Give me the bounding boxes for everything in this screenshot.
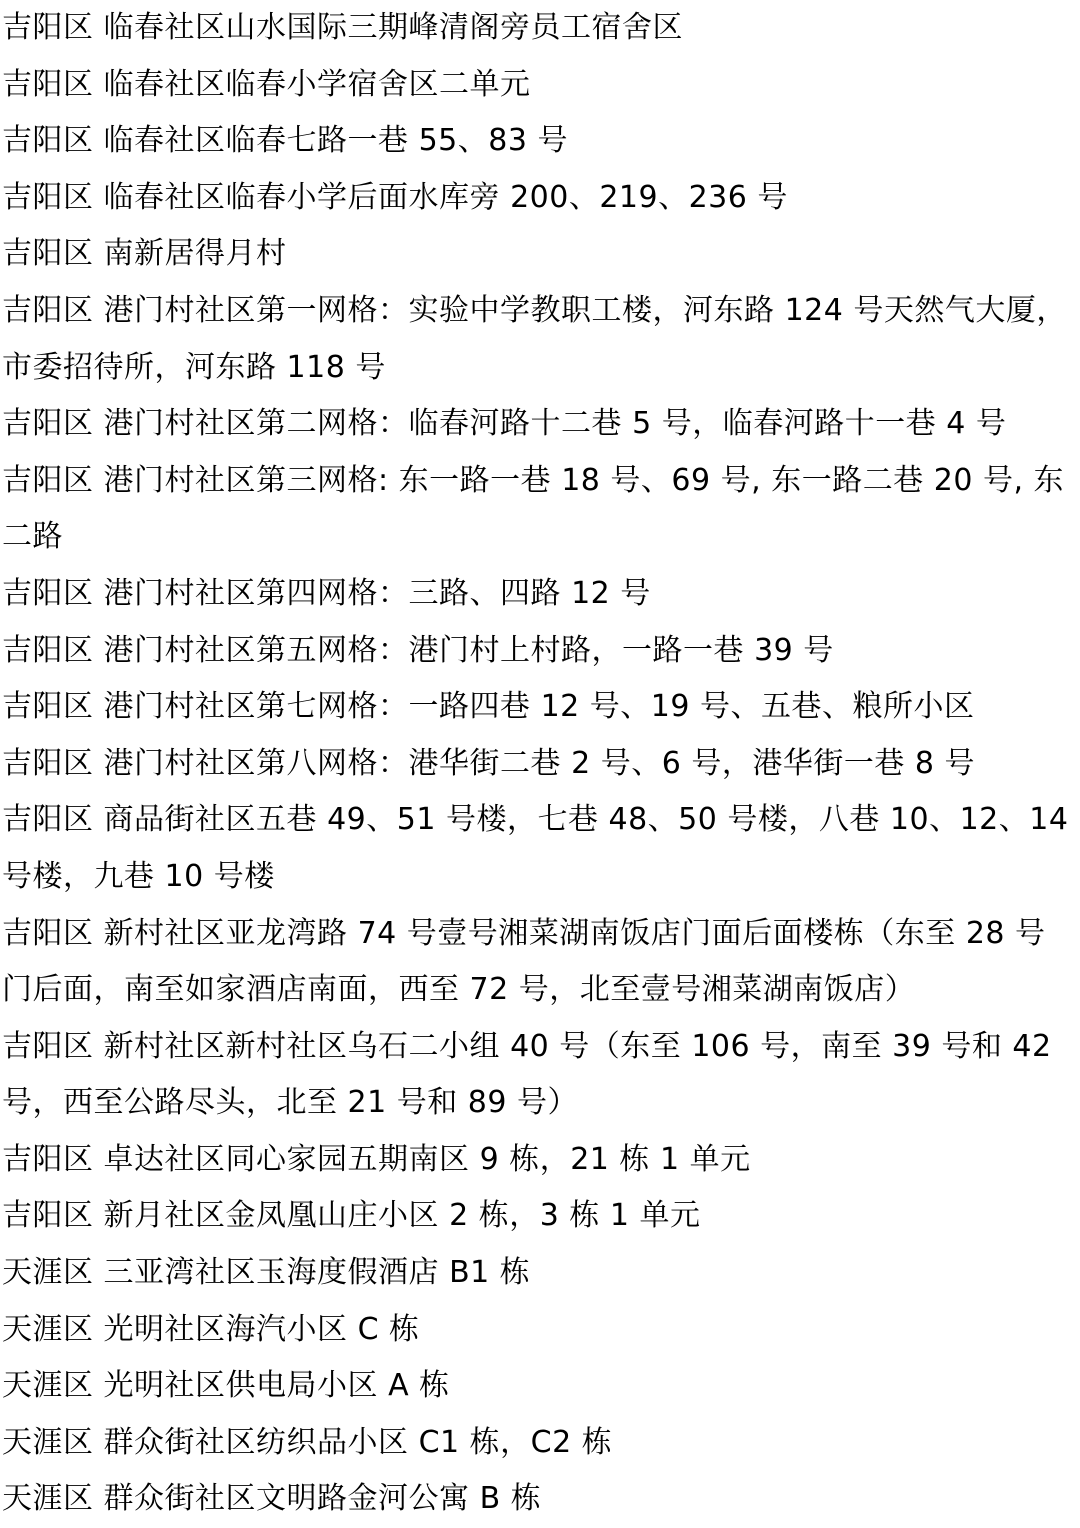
address-line: 吉阳区 临春社区山水国际三期峰清阁旁员工宿舍区	[2, 10, 684, 45]
address-line: 吉阳区 港门村社区第七网格：一路四巷 12 号、19 号、五巷、粮所小区	[2, 689, 975, 725]
address-line: 吉阳区 新村社区亚龙湾路 74 号壹号湘菜湖南饭店门面后面楼栋（东至 28 号门后面，南至如家酒店南面，西至 72 号，北至壹号湘菜湖南饭店）	[2, 915, 1046, 1008]
address-line: 吉阳区 临春社区临春小学宿舍区二单元	[2, 66, 531, 102]
address-line: 天涯区 光明社区海汽小区 C 栋	[2, 1311, 420, 1347]
address-line: 天涯区 三亚湾社区玉海度假酒店 B1 栋	[2, 1255, 531, 1291]
address-line: 天涯区 光明社区供电局小区 A 栋	[2, 1368, 450, 1404]
address-line: 吉阳区 新村社区新村社区乌石二小组 40 号（东至 106 号，南至 39 号和 42 号，西至公路尽头，北至 21 号和 89 号）	[2, 1028, 1052, 1121]
address-line: 吉阳区 临春社区临春小学后面水库旁 200、219、236 号	[2, 179, 788, 215]
address-line: 吉阳区 港门村社区第八网格：港华街二巷 2 号、6 号，港华街一巷 8 号	[2, 745, 975, 781]
address-line: 吉阳区 港门村社区第三网格: 东一路一巷 18 号、69 号, 东一路二巷 20 号, 东二路	[2, 462, 1065, 555]
address-line: 吉阳区 港门村社区第五网格：港门村上村路，一路一巷 39 号	[2, 632, 834, 668]
address-line: 天涯区 群众街社区纺织品小区 C1 栋，C2 栋	[2, 1424, 613, 1460]
address-line: 吉阳区 临春社区临春七路一巷 55、83 号	[2, 123, 568, 159]
address-line: 吉阳区 卓达社区同心家园五期南区 9 栋，21 栋 1 单元	[2, 1141, 751, 1177]
address-line: 吉阳区 南新居得月村	[2, 236, 287, 272]
address-line: 天涯区 群众街社区文明路金河公寓 B 栋	[2, 1481, 542, 1517]
address-line: 吉阳区 港门村社区第二网格：临春河路十二巷 5 号，临春河路十一巷 4 号	[2, 406, 1007, 442]
address-line: 吉阳区 港门村社区第一网格：实验中学教职工楼，河东路 124 号天然气大厦，市委招待所，河东路 118 号	[2, 292, 1067, 385]
address-line: 吉阳区 港门村社区第四网格：三路、四路 12 号	[2, 575, 651, 611]
address-line: 吉阳区 商品街社区五巷 49、51 号楼，七巷 48、50 号楼，八巷 10、12、14 号楼，九巷 10 号楼	[2, 802, 1069, 894]
address-line: 吉阳区 新月社区金凤凰山庄小区 2 栋，3 栋 1 单元	[2, 1198, 701, 1234]
